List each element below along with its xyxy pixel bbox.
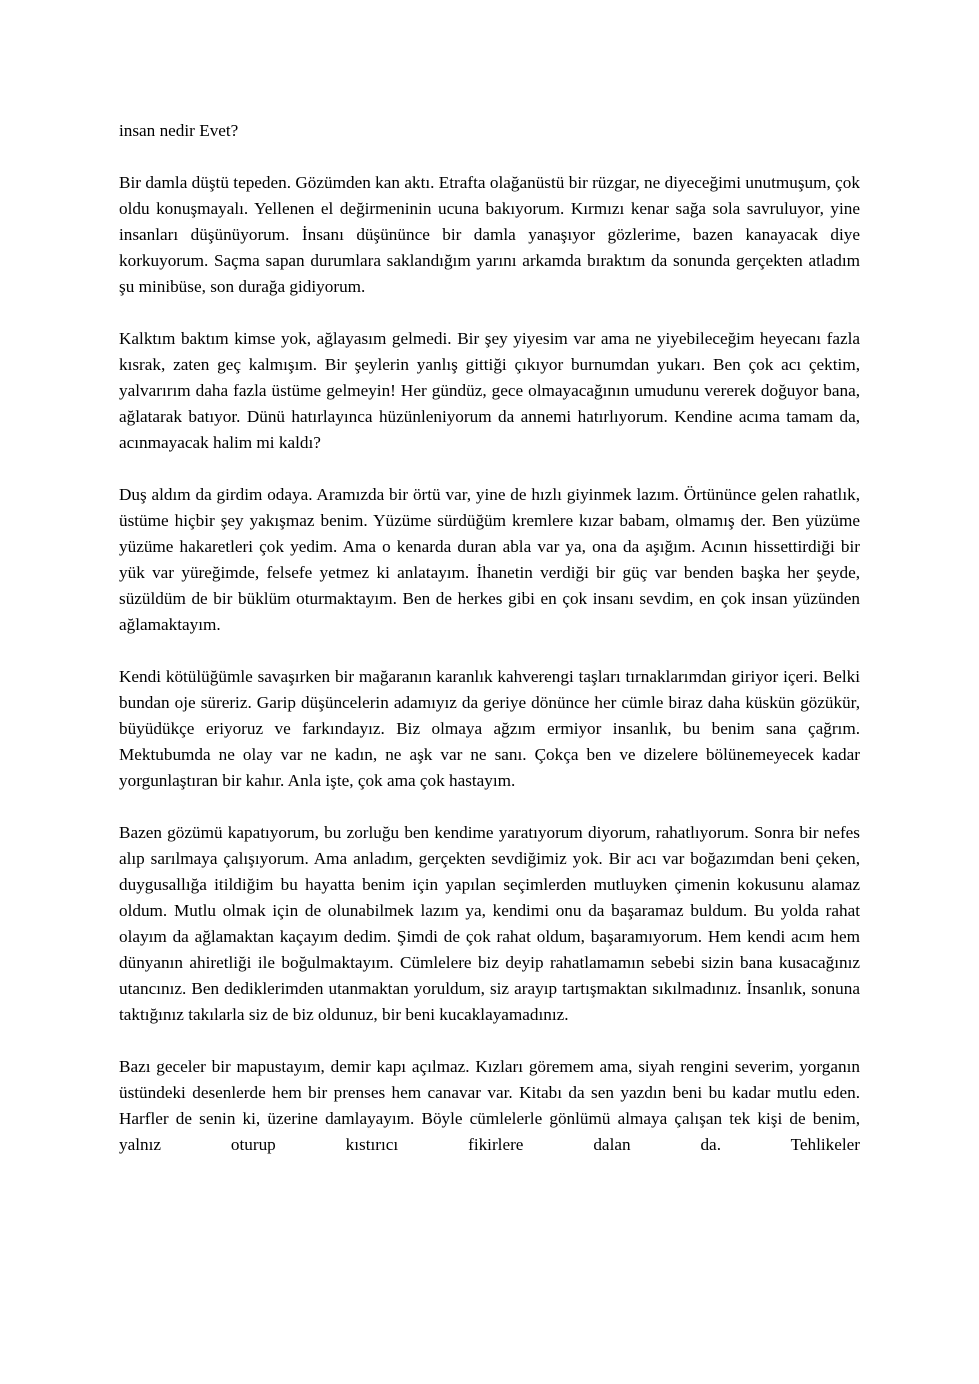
paragraph-3: Duş aldım da girdim odaya. Aramızda bir örtü var, yine de hızlı giyinmek lazım. Örtününce gelen rahatlık, üstüme hiçbir şey yakışmaz benim. Yüzüme sürdüğüm kremlere kızar babam, olmamış der. Ben yüzüme yüzüme hakaretleri çok yedim. Ama o kenarda duran abla var ya, ona da aşığım. Acının hissettirdiği bir yük var yüreğimde, felsefe yetmez ki anlatayım. İhanetin verdiği bir güç var benden başka her şeyde, süzüldüm de bir büklüm oturmaktayım. Ben de herkes gibi en çok insanı sevdim, en çok insan yüzünden ağlamaktayım. [119,485,860,634]
paragraph-5: Bazen gözümü kapatıyorum, bu zorluğu ben kendime yaratıyorum diyorum, rahatlıyorum. Sonra bir nefes alıp sarılmaya çalışıyorum. Ama anladım, gerçekten sevdiğimiz yok. Bir acı var boğazımdan beni çeken, duygusallığa itildiğim bu hayatta benim için yapılan seçimlerden mutluyken çimenin kokusunu alamaz oldum. Mutlu olmak için de olunabilmek lazım ya, kendimi onu da başaramaz buldum. Bu yolda rahat olayım da ağlamaktan kaçayım dedim. Şimdi de çok rahat oldum, başaramıyorum. Hem kendi acım hem dünyanın ahiretliği ile boğulmaktayım. Cümlelere biz deyip rahatlamamın sebebi sizin bana kusacağınız utancınız. Ben dediklerimden utanmaktan yoruldum, siz arayıp tartışmaktan sıkılmadınız. İnsanlık, sonuna taktığınız takılarla siz de biz oldunuz, bir beni kucaklayamadınız. [119,823,860,1024]
paragraph-1: Bir damla düştü tepeden. Gözümden kan aktı. Etrafta olağanüstü bir rüzgar, ne diyeceğimi unutmuşum, çok oldu konuşmayalı. Yellenen el değirmeninin ucuna bakıyorum. Kırmızı kenar sağa sola savruluyor, yine insanları düşünüyorum. İnsanı düşününce bir damla yanaşıyor gözlerime, bazen kanayacak diye korkuyorum. Saçma sapan durumlara saklandığım yarını arkamda bıraktım da sonunda gerçekten atladım şu minibüse, son durağa gidiyorum. [119,173,860,296]
paragraph-6: Bazı geceler bir mapustayım, demir kapı açılmaz. Kızları göremem ama, siyah rengini severim, yorganın üstündeki desenlerde hem bir prenses hem canavar var. Kitabı da sen yazdın beni bu kadar mutlu eden. Harfler de senin ki, üzerine damlayayım. Böyle cümlelerle gönlümü almaya çalışan tek kişi de benim, yalnız oturup kıstırıcı fikirlere dalan da. Tehlikeler [119,1057,860,1154]
document-title: insan nedir Evet? [119,121,239,140]
paragraph-2: Kalktım baktım kimse yok, ağlayasım gelmedi. Bir şey yiyesim var ama ne yiyebileceğim heyecanı fazla kısrak, zaten geç kalmışım. Bir şeylerin yanlış gittiği çıkıyor burnumdan yukarı. Ben çok acı çektim, yalvarırım daha fazla üstüme gelmeyin! Her gündüz, gece olmayacağının umudunu vererek doğuyor bana, ağlatarak batıyor. Dünü hatırlayınca hüzünleniyorum da annemi hatırlıyorum. Kendine acıma tamam da, acınmayacak halim mi kaldı? [119,329,860,452]
paragraph-4: Kendi kötülüğümle savaşırken bir mağaranın karanlık kahverengi taşları tırnaklarımdan giriyor içeri. Belki bundan oje süreriz. Garip düşüncelerin adamıyız da geriye dönünce her cümle biraz daha küskün gözükür, büyüdükçe eriyoruz ve farkındayız. Biz olmaya ağzım ermiyor insanlık, bu benim sana çağrım. Mektubumda ne olay var ne kadın, ne aşk var ne sanı. Çokça ben ve dizelere bölünemeyecek kadar yorgunlaştıran bir kahır. Anla işte, çok ama çok hastayım. [119,667,860,790]
document-page [119,118,860,1158]
